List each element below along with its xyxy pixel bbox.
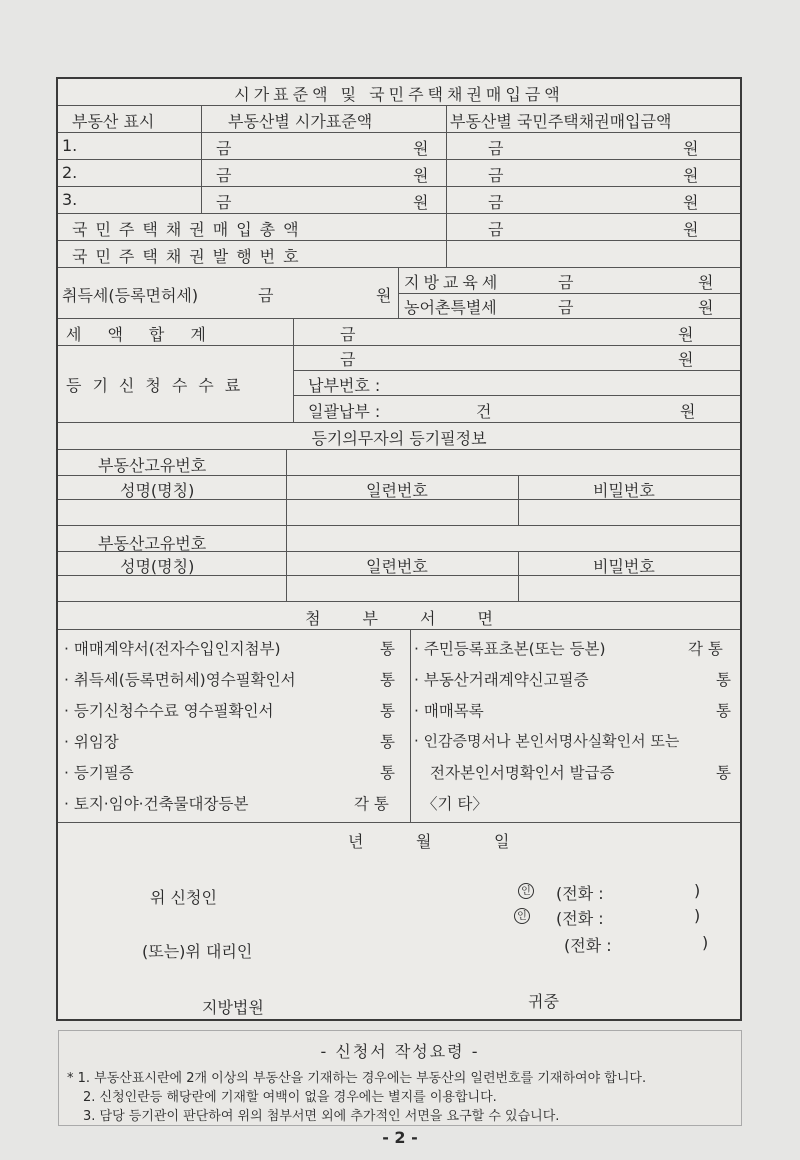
won-label: 원 [376, 286, 392, 305]
payment-number-label: 납부번호 : [308, 376, 381, 395]
divider [398, 293, 740, 294]
instructions-box [58, 1030, 742, 1126]
serial-label: 일련번호 [366, 557, 428, 576]
won-label: 원 [678, 325, 694, 344]
section1-title-row [58, 79, 740, 106]
col-standard-value-header: 부동산별 시가표준액 [228, 112, 373, 131]
block1-value-row [58, 500, 740, 526]
attachment-left-3: · 등기신청수수료 영수필확인서 [64, 702, 274, 720]
attachment-unit: 통 [380, 702, 395, 720]
attachment-unit: 각 통 [688, 640, 723, 658]
property-id-label: 부동산고유번호 [98, 534, 207, 553]
addressee-label: 귀중 [528, 992, 559, 1011]
divider [201, 106, 202, 132]
divider [446, 106, 447, 132]
count-label: 건 [476, 402, 492, 421]
bond-total-row [58, 214, 740, 241]
attachment-right-5: 전자본인서명확인서 발급증 [430, 764, 615, 782]
seal-icon: 인 [514, 908, 530, 924]
property-row-1 [58, 133, 740, 160]
won-label: 원 [678, 350, 694, 369]
acquisition-tax-block [58, 268, 740, 319]
won-label: 원 [698, 298, 714, 317]
section1-header-row [58, 106, 740, 133]
geum-label: 금 [558, 273, 574, 292]
attachment-left-4: · 위임장 [64, 733, 119, 751]
day-label: 일 [494, 832, 510, 851]
won-label: 원 [413, 139, 429, 158]
geum-label: 금 [258, 286, 274, 305]
geum-label: 금 [216, 139, 232, 158]
geum-label: 금 [488, 220, 504, 239]
year-label: 년 [348, 832, 364, 851]
attachment-left-5: · 등기필증 [64, 764, 134, 782]
row-number: 2. [62, 163, 78, 182]
password-label: 비밀번호 [593, 481, 655, 500]
attachment-left-6: · 토지·임야·건축물대장등본 [64, 795, 249, 813]
registration-fee-label: 등기신청수수료 [66, 376, 252, 395]
name-label: 성명(명칭) [120, 481, 195, 500]
geum-label: 금 [488, 139, 504, 158]
geum-label: 금 [340, 350, 356, 369]
attachment-right-1: · 주민등록표초본(또는 등본) [414, 640, 606, 658]
won-label: 원 [413, 193, 429, 212]
col-property-header: 부동산 표시 [72, 112, 155, 131]
bond-total-label: 국민주택채권매입총액 [72, 220, 307, 239]
phone-open: (전화 : [564, 936, 612, 955]
geum-label: 금 [216, 166, 232, 185]
tax-total-label: 세액합계 [66, 325, 232, 344]
attachments-title: 첨부서면 [305, 609, 535, 628]
block1-id-row [58, 450, 740, 476]
won-label: 원 [683, 166, 699, 185]
attachment-right-4: · 인감증명서나 본인서명사실확인서 또는 [414, 732, 680, 750]
instruction-1: * 1. 부동산표시란에 2개 이상의 부동산을 기재하는 경우에는 부동산의 일련번호를 기재하여야 합니다. [67, 1071, 647, 1086]
attachment-unit: 통 [716, 702, 731, 720]
attachments-body [58, 630, 740, 823]
row-number: 1. [62, 136, 78, 155]
attachment-unit: 통 [716, 764, 731, 782]
won-label: 원 [683, 193, 699, 212]
phone-close: ) [694, 881, 701, 900]
bond-issue-row [58, 241, 740, 268]
court-label: 지방법원 [202, 998, 264, 1017]
bond-issue-label: 국민주택채권발행번호 [72, 247, 307, 266]
attachment-left-2: · 취득세(등록면허세)영수필확인서 [64, 671, 296, 689]
won-label: 원 [683, 220, 699, 239]
applicant-label: 위 신청인 [150, 888, 217, 907]
property-id-label: 부동산고유번호 [98, 456, 207, 475]
application-form [56, 77, 742, 1021]
geum-label: 금 [558, 298, 574, 317]
row-number: 3. [62, 190, 78, 209]
attachment-unit: 통 [380, 640, 395, 658]
education-tax-label: 지방교육세 [404, 273, 502, 292]
section1-title: 시가표준액 및 국민주택채권매입금액 [234, 85, 564, 104]
seal-icon: 인 [518, 883, 534, 899]
attachment-right-2: · 부동산거래계약신고필증 [414, 671, 589, 689]
attachment-left-1: · 매매계약서(전자수입인지첨부) [64, 640, 281, 658]
property-row-3 [58, 187, 740, 214]
registration-info-title-row [58, 423, 740, 450]
block2-value-row [58, 576, 740, 602]
registration-info-title: 등기의무자의 등기필정보 [311, 429, 487, 448]
password-label: 비밀번호 [593, 557, 655, 576]
block2-header-row [58, 552, 740, 576]
instruction-2: 2. 신청인란등 해당란에 기재할 여백이 없을 경우에는 별지를 이용합니다. [83, 1090, 497, 1105]
agent-label: (또는)위 대리인 [142, 942, 253, 961]
attachment-unit: 통 [380, 733, 395, 751]
attachment-unit: 통 [380, 671, 395, 689]
phone-close: ) [694, 906, 701, 925]
page-number: - 2 - [382, 1128, 418, 1147]
geum-label: 금 [488, 166, 504, 185]
attachment-unit: 각 통 [354, 795, 389, 813]
attachment-right-3: · 매매목록 [414, 702, 484, 720]
bulk-payment-label: 일괄납부 : [308, 402, 381, 421]
won-label: 원 [413, 166, 429, 185]
signature-area [58, 823, 740, 1019]
geum-label: 금 [340, 325, 356, 344]
block1-header-row [58, 476, 740, 500]
phone-open: (전화 : [556, 909, 604, 928]
divider [58, 345, 740, 346]
property-row-2 [58, 160, 740, 187]
geum-label: 금 [216, 193, 232, 212]
won-label: 원 [680, 402, 696, 421]
rural-tax-label: 농어촌특별세 [404, 298, 497, 317]
month-label: 월 [416, 832, 432, 851]
block2-id-row [58, 526, 740, 552]
attachments-title-row [58, 602, 740, 630]
phone-open: (전화 : [556, 884, 604, 903]
divider [293, 370, 740, 371]
serial-label: 일련번호 [366, 481, 428, 500]
attachment-right-6: 〈기 타〉 [422, 795, 488, 813]
attachment-unit: 통 [380, 764, 395, 782]
won-label: 원 [698, 273, 714, 292]
won-label: 원 [683, 139, 699, 158]
geum-label: 금 [488, 193, 504, 212]
name-label: 성명(명칭) [120, 557, 195, 576]
acquisition-tax-label: 취득세(등록면허세) [62, 286, 199, 305]
col-bond-amount-header: 부동산별 국민주택채권매입금액 [450, 112, 672, 131]
attachment-unit: 통 [716, 671, 731, 689]
instruction-3: 3. 담당 등기관이 판단하여 위의 첨부서면 외에 추가적인 서면을 요구할 수 있습니다. [83, 1109, 560, 1124]
phone-close: ) [702, 933, 709, 952]
fee-block [58, 319, 740, 423]
instructions-title: - 신청서 작성요령 - [320, 1042, 480, 1061]
